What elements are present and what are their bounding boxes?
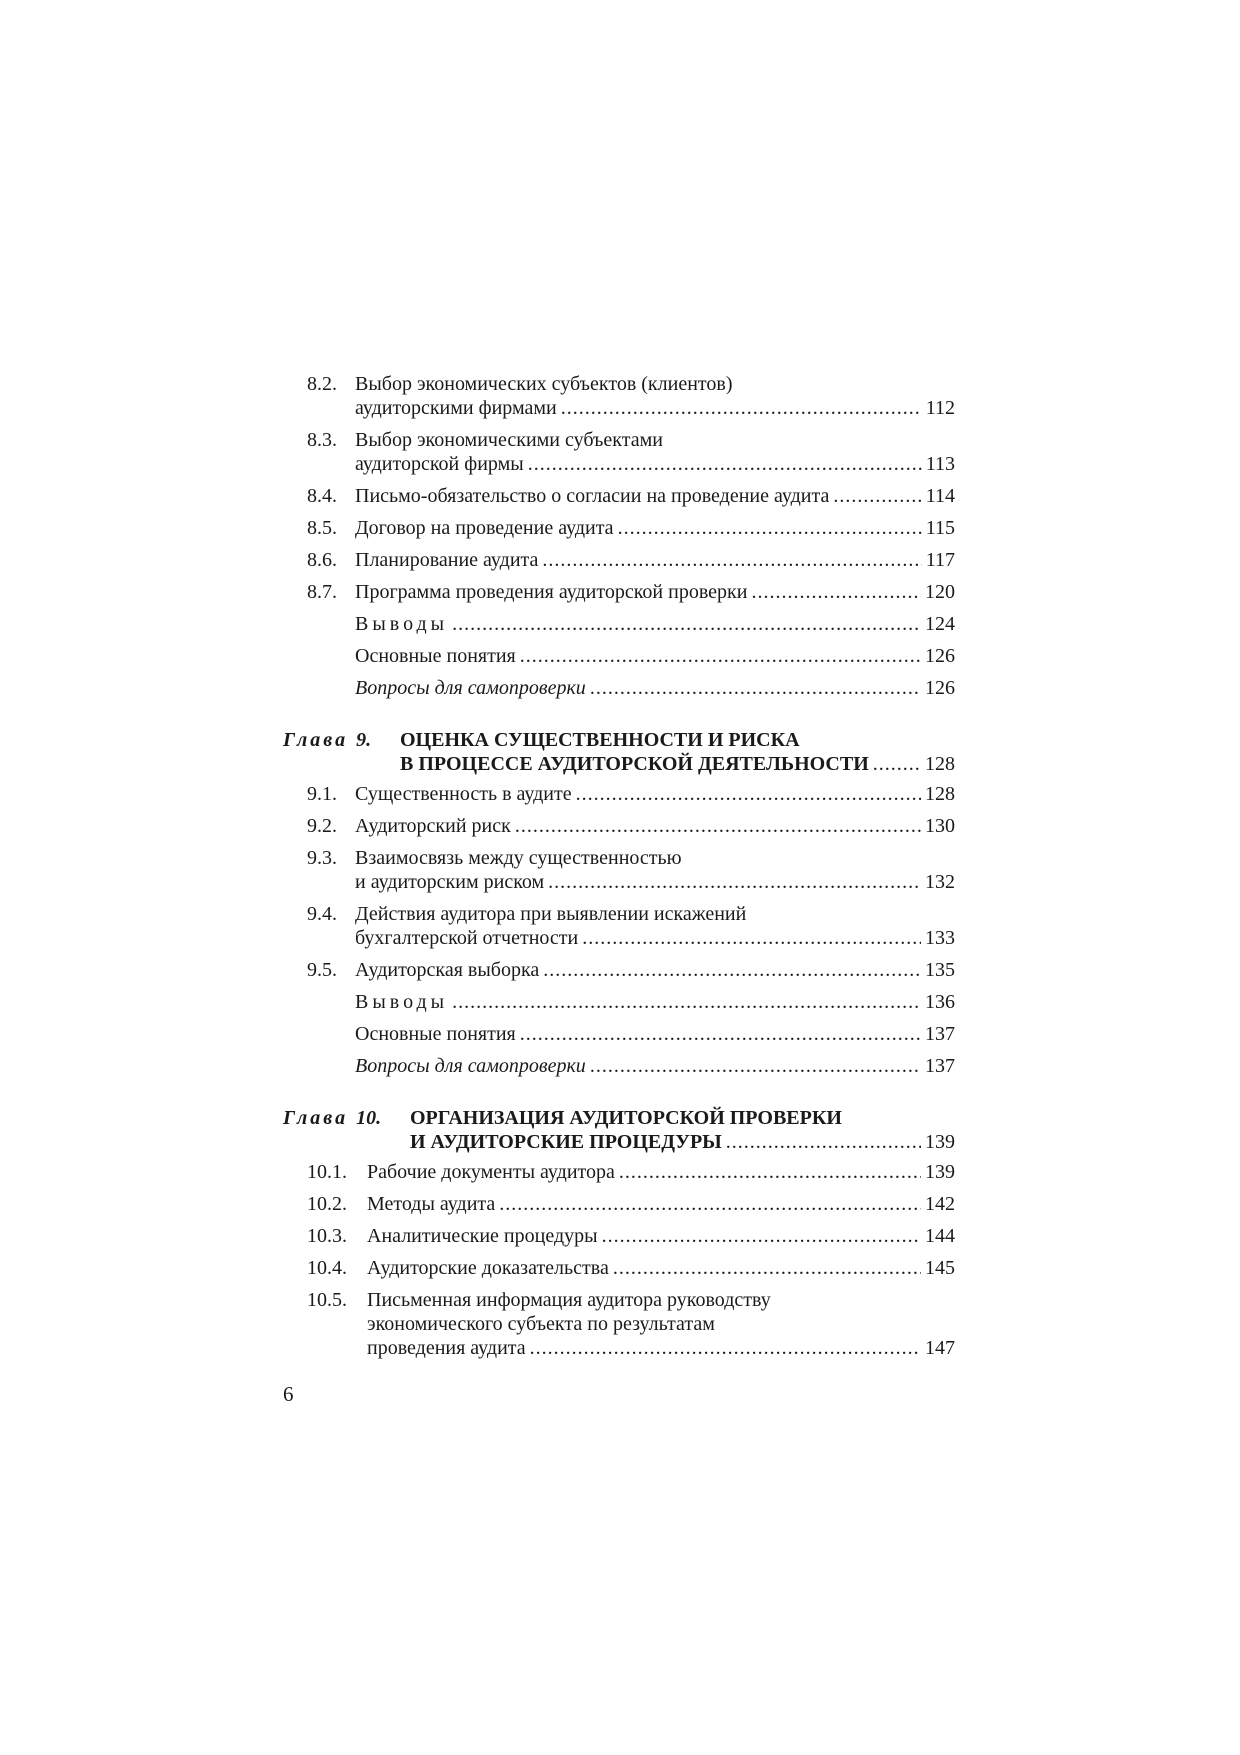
toc-entry-10-4 (283, 1256, 955, 1280)
entry-title-line: Основные понятия (355, 645, 516, 667)
toc-entry-10-3 (283, 1224, 955, 1248)
table-of-contents (283, 372, 955, 1368)
leader-dots (576, 782, 921, 806)
toc-entry-8-5 (283, 516, 955, 540)
toc-group-chapter-10 (283, 1160, 955, 1360)
entry-number: 10.3. (307, 1225, 347, 1247)
entry-number: 9.4. (307, 903, 337, 925)
leader-dots (452, 612, 921, 636)
entry-title-line: Аудиторские доказательства (367, 1257, 609, 1279)
toc-entry-self-check-9 (283, 1054, 955, 1078)
entry-title-line: Существенность в аудите (355, 783, 572, 805)
toc-group-chapter-9 (283, 782, 955, 1078)
leader-dots (530, 1336, 921, 1360)
entry-page: 126 (925, 677, 955, 699)
chapter-number: 10. (356, 1107, 382, 1129)
entry-page: 130 (925, 815, 955, 837)
entry-title-line: Действия аудитора при выявлении искажений (355, 903, 747, 925)
entry-number: 9.5. (307, 959, 337, 981)
leader-dots (542, 548, 921, 572)
entry-title-line: Выбор экономическими субъектами (355, 429, 663, 451)
entry-title-line: Взаимосвязь между существенностью (355, 847, 682, 869)
entry-page: 128 (925, 783, 955, 805)
chapter-title-line: В ПРОЦЕССЕ АУДИТОРСКОЙ ДЕЯТЕЛЬНОСТИ (400, 753, 869, 775)
toc-entry-9-1 (283, 782, 955, 806)
entry-number: 9.2. (307, 815, 337, 837)
leader-dots (452, 990, 921, 1014)
leader-dots (833, 484, 921, 508)
leader-dots (618, 516, 922, 540)
entry-page: 120 (925, 581, 955, 603)
toc-group-chapter-8 (283, 372, 955, 700)
toc-entry-8-6 (283, 548, 955, 572)
chapter-word: Глава (283, 1107, 349, 1129)
leader-dots (590, 1054, 921, 1078)
chapter-heading-10 (283, 1106, 955, 1154)
entry-page: 124 (925, 613, 955, 635)
entry-page: 139 (925, 1161, 955, 1183)
leader-dots (602, 1224, 921, 1248)
toc-entry-key-concepts-8 (283, 644, 955, 668)
toc-entry-9-2 (283, 814, 955, 838)
entry-number: 10.5. (307, 1289, 347, 1311)
leader-dots (582, 926, 921, 950)
toc-entry-8-4 (283, 484, 955, 508)
toc-entry-8-7 (283, 580, 955, 604)
entry-title-line: Основные понятия (355, 1023, 516, 1045)
leader-dots (590, 676, 921, 700)
chapter-title-line: ОЦЕНКА СУЩЕСТВЕННОСТИ И РИСКА (400, 729, 800, 751)
chapter-heading-9 (283, 728, 955, 776)
entry-title-line: Договор на проведение аудита (355, 517, 614, 539)
entry-number: 10.1. (307, 1161, 347, 1183)
entry-number: 8.5. (307, 517, 337, 539)
toc-entry-conclusions-9 (283, 990, 955, 1014)
chapter-label (283, 728, 371, 752)
entry-title-line: Аудиторский риск (355, 815, 511, 837)
entry-page: 137 (925, 1023, 955, 1045)
leader-dots (499, 1192, 921, 1216)
toc-entry-9-5 (283, 958, 955, 982)
chapter-number: 9. (356, 729, 372, 751)
entry-title-line: Рабочие документы аудитора (367, 1161, 615, 1183)
entry-page: 115 (925, 517, 955, 539)
entry-page: 137 (925, 1055, 955, 1077)
entry-title-line: аудиторскими фирмами (355, 397, 557, 419)
leader-dots (619, 1160, 921, 1184)
entry-page: 142 (925, 1193, 955, 1215)
entry-page: 132 (925, 871, 955, 893)
chapter-title (410, 1106, 955, 1154)
toc-entry-9-3 (283, 846, 955, 894)
entry-page: 126 (925, 645, 955, 667)
entry-number: 8.3. (307, 429, 337, 451)
entry-number: 8.4. (307, 485, 337, 507)
entry-number: 8.7. (307, 581, 337, 603)
leader-dots (726, 1130, 921, 1154)
entry-page: 136 (925, 991, 955, 1013)
entry-page: 112 (925, 397, 955, 419)
entry-page: 117 (925, 549, 955, 571)
toc-entry-10-2 (283, 1192, 955, 1216)
entry-title-line: Выводы (355, 613, 449, 635)
chapter-title-line: И АУДИТОРСКИЕ ПРОЦЕДУРЫ (410, 1131, 722, 1153)
leader-dots (561, 396, 922, 420)
entry-title-line: Письмо-обязательство о согласии на проведение аудита (355, 485, 830, 507)
entry-title-line: Выбор экономических субъектов (клиентов) (355, 373, 733, 395)
entry-title-line: бухгалтерской отчетности (355, 927, 579, 949)
entry-number: 9.3. (307, 847, 337, 869)
entry-title-line: Аудиторская выборка (355, 959, 540, 981)
toc-entry-8-2 (283, 372, 955, 420)
chapter-page: 128 (925, 753, 955, 775)
leader-dots (520, 1022, 921, 1046)
entry-title-line: проведения аудита (367, 1337, 526, 1359)
entry-title-line: Программа проведения аудиторской проверки (355, 581, 748, 603)
leader-dots (751, 580, 921, 604)
entry-title-line: Вопросы для самопроверки (355, 1055, 586, 1077)
entry-number: 10.4. (307, 1257, 347, 1279)
toc-entry-self-check-8 (283, 676, 955, 700)
entry-page: 145 (925, 1257, 955, 1279)
leader-dots (515, 814, 921, 838)
entry-title-line: аудиторской фирмы (355, 453, 524, 475)
entry-number: 8.6. (307, 549, 337, 571)
toc-entry-10-5 (283, 1288, 955, 1360)
entry-number: 10.2. (307, 1193, 347, 1215)
entry-title-line: Планирование аудита (355, 549, 539, 571)
chapter-label (283, 1106, 381, 1130)
leader-dots (613, 1256, 921, 1280)
entry-page: 133 (925, 927, 955, 949)
leader-dots (520, 644, 921, 668)
entry-page: 135 (925, 959, 955, 981)
toc-entry-conclusions-8 (283, 612, 955, 636)
toc-entry-8-3 (283, 428, 955, 476)
page-number: 6 (283, 1382, 294, 1406)
entry-page: 113 (925, 453, 955, 475)
entry-title-line: экономического субъекта по результатам (367, 1313, 715, 1335)
toc-entry-10-1 (283, 1160, 955, 1184)
entry-title-line: и аудиторским риском (355, 871, 545, 893)
leader-dots (528, 452, 922, 476)
entry-title-line: Аналитические процедуры (367, 1225, 598, 1247)
chapter-page: 139 (925, 1131, 955, 1153)
leader-dots (543, 958, 921, 982)
entry-title-line: Выводы (355, 991, 449, 1013)
chapter-title (400, 728, 955, 776)
entry-number: 8.2. (307, 373, 337, 395)
entry-page: 114 (925, 485, 955, 507)
chapter-title-line: ОРГАНИЗАЦИЯ АУДИТОРСКОЙ ПРОВЕРКИ (410, 1107, 842, 1129)
entry-title-line: Письменная информация аудитора руководству (367, 1289, 771, 1311)
toc-entry-9-4 (283, 902, 955, 950)
entry-page: 144 (925, 1225, 955, 1247)
entry-title-line: Методы аудита (367, 1193, 496, 1215)
leader-dots (873, 752, 921, 776)
chapter-word: Глава (283, 729, 349, 751)
entry-title-line: Вопросы для самопроверки (355, 677, 586, 699)
leader-dots (548, 870, 921, 894)
entry-page: 147 (925, 1337, 955, 1359)
entry-number: 9.1. (307, 783, 337, 805)
toc-entry-key-concepts-9 (283, 1022, 955, 1046)
